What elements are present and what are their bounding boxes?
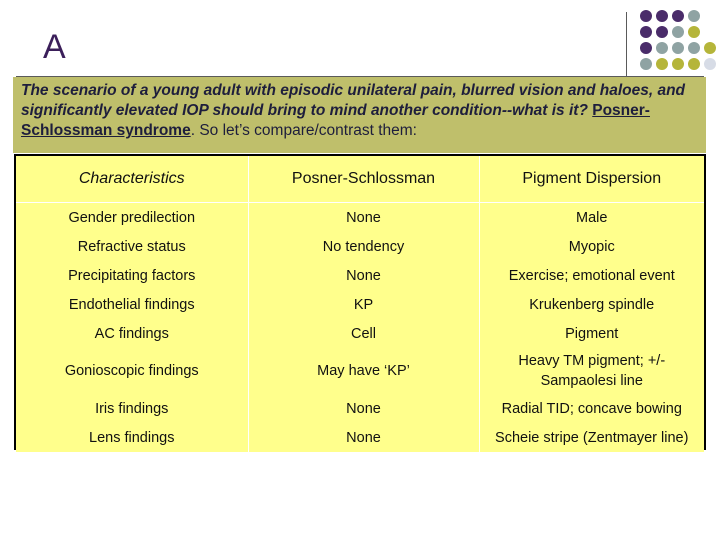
table-row: [16, 203, 704, 233]
posner-cell: None: [248, 261, 479, 290]
table-row: [16, 423, 704, 452]
slide-letter: A: [43, 28, 66, 66]
decorative-dot-grid: [632, 10, 718, 76]
table-row: [16, 261, 704, 290]
posner-cell: None: [248, 423, 479, 452]
dot-decoration: [688, 42, 700, 54]
dot-decoration: [640, 58, 652, 70]
row-label: Lens findings: [16, 423, 248, 452]
posner-cell: None: [248, 203, 479, 233]
dot-decoration: [656, 26, 668, 38]
header-vertical-divider: [626, 12, 627, 76]
dot-decoration: [672, 42, 684, 54]
posner-cell: No tendency: [248, 232, 479, 261]
header-posner-schlossman: Posner-Schlossman: [248, 156, 479, 203]
dot-decoration: [656, 42, 668, 54]
pigment-cell: Male: [576, 209, 608, 226]
intro-tail: . So let’s compare/contrast them:: [190, 122, 417, 139]
dot-decoration: [688, 10, 700, 22]
row-label: Endothelial findings: [16, 290, 248, 319]
dot-decoration: [704, 42, 716, 54]
pigment-cell: Radial TID; concave bowing: [501, 400, 682, 417]
dot-decoration: [672, 10, 684, 22]
table-row: [16, 394, 704, 423]
pigment-cell: Pigment: [565, 325, 619, 342]
posner-cell: May have ‘KP’: [248, 348, 479, 394]
intro-text-box: [13, 77, 706, 153]
comparison-table: [16, 156, 704, 452]
dot-decoration: [672, 58, 684, 70]
header-pigment-dispersion: Pigment Dispersion: [479, 156, 704, 203]
dot-decoration: [688, 58, 700, 70]
dot-decoration: [656, 58, 668, 70]
table-row: [16, 290, 704, 319]
dot-decoration: [688, 26, 700, 38]
posner-cell: KP: [248, 290, 479, 319]
row-label: Gender predilection: [16, 203, 248, 233]
table-row: [16, 319, 704, 348]
table-row: [16, 348, 704, 394]
comparison-table-frame: [14, 154, 706, 450]
pigment-cell: Myopic: [568, 238, 615, 255]
row-label: Precipitating factors: [16, 261, 248, 290]
dot-decoration: [704, 58, 716, 70]
pigment-cell: Krukenberg spindle: [529, 296, 655, 313]
table-row: [16, 232, 704, 261]
dot-decoration: [672, 26, 684, 38]
dot-decoration: [640, 42, 652, 54]
posner-cell: Cell: [248, 319, 479, 348]
row-label: Refractive status: [16, 232, 248, 261]
dot-decoration: [656, 10, 668, 22]
dot-decoration: [640, 10, 652, 22]
pigment-cell: Heavy TM pigment; +/- Sampaolesi line: [518, 353, 666, 389]
pigment-cell: Scheie stripe (Zentmayer line): [495, 429, 689, 446]
row-label: Gonioscopic findings: [16, 348, 248, 394]
row-label: AC findings: [16, 319, 248, 348]
posner-cell: None: [248, 394, 479, 423]
pigment-cell: Exercise; emotional event: [508, 267, 675, 284]
header-characteristics: Characteristics: [16, 156, 248, 203]
row-label: Iris findings: [16, 394, 248, 423]
dot-decoration: [640, 26, 652, 38]
intro-answer: Posner-Schlossman syndrome: [21, 102, 650, 139]
intro-question: The scenario of a young adult with episodic unilateral pain, blurred vision and haloes, and significantly elevated IOP should bring to mind another condition--what is it?: [21, 82, 686, 119]
table-header-row: [16, 156, 704, 203]
